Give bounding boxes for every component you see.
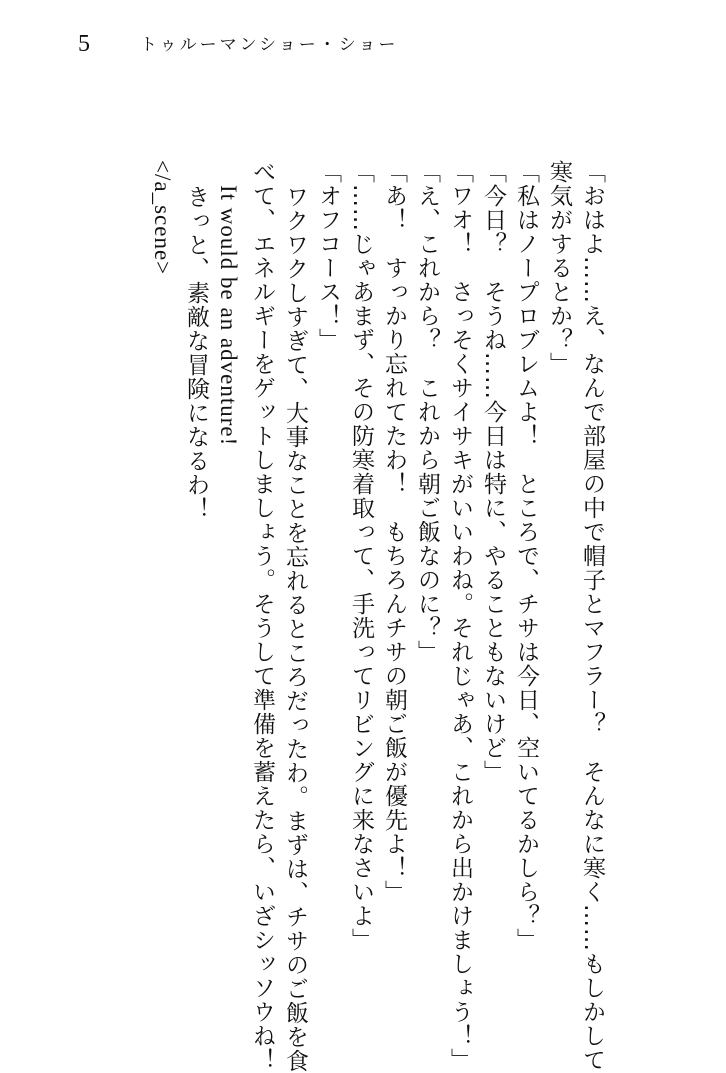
text-line: ワクワクしすぎて、大事なことを忘れるところだったわ。まずは、チサのご飯を食 bbox=[282, 185, 308, 1073]
running-title: トゥルーマンショー・ショー bbox=[140, 35, 399, 55]
text-line: 寒気がするとか？」 bbox=[546, 160, 572, 376]
text-line: べて、エネルギーをゲットしましょう。そうして準備を蓄えたら、いざシッソウね！ bbox=[249, 160, 275, 1072]
text-line: 「おはよ……え、なんで部屋の中で帽子とマフラー？ そんなに寒く……もしかして bbox=[579, 160, 605, 1072]
text-line: It would be an adventure! bbox=[216, 185, 241, 447]
text-line: 「私はノープロブレムよ！ ところで、チサは今日、空いてるかしら？」 bbox=[513, 160, 539, 952]
page-number: 5 bbox=[78, 31, 90, 57]
text-line: </a_scene> bbox=[150, 160, 175, 276]
vertical-text-body bbox=[146, 160, 608, 1073]
text-line: 「ワオ！ さっそくサイサキがいいわね。それじゃあ、これから出かけましょう！」 bbox=[447, 160, 473, 1072]
text-line: 「……じゃあまず、その防寒着取って、手洗ってリビングに来なさいよ」 bbox=[348, 160, 374, 952]
text-line: きっと、素敵な冒険になるわ！ bbox=[183, 185, 209, 521]
text-line: 「え、これから？ これから朝ご飯なのに？」 bbox=[414, 160, 440, 664]
text-line: 「今日？ そうね……今日は特に、やることもないけど」 bbox=[480, 160, 506, 784]
text-line: 「オフコース！」 bbox=[315, 160, 341, 352]
text-line: 「あ！ すっかり忘れてたわ！ もちろんチサの朝ご飯が優先よ！」 bbox=[381, 160, 407, 904]
